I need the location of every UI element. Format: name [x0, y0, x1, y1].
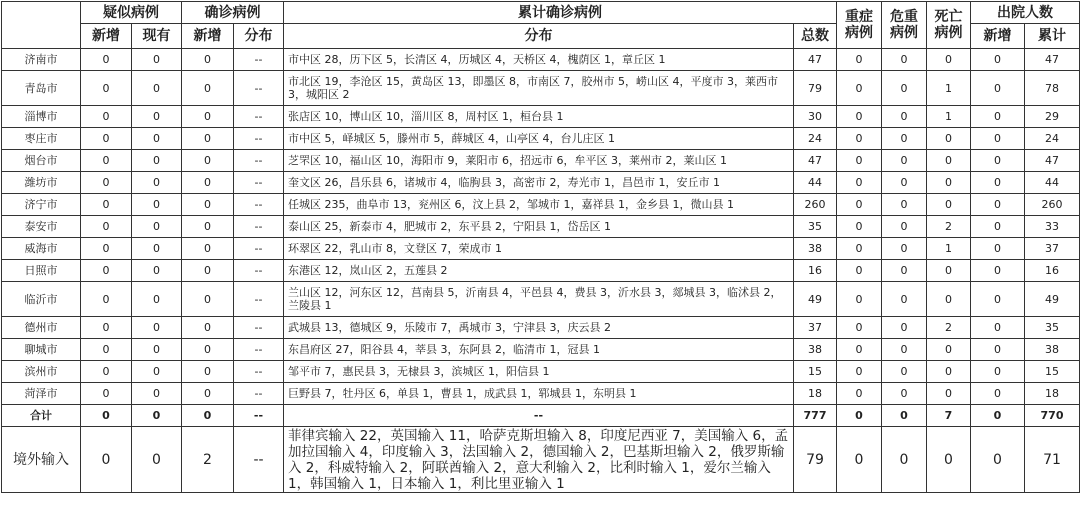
city-cell: 聊城市: [2, 339, 81, 361]
city-cell: 烟台市: [2, 150, 81, 172]
city-cell: 日照市: [2, 260, 81, 282]
suspected-current-cell: 0: [132, 317, 182, 339]
table-row: [2, 128, 1080, 150]
discharged-cum-cell: 33: [1025, 216, 1080, 238]
suspected-current-header: 现有: [132, 24, 182, 49]
deaths-cell: 1: [927, 71, 971, 106]
suspected-current-cell: 0: [132, 49, 182, 71]
suspected-current-cell: 0: [132, 216, 182, 238]
discharged-new-cell: 0: [971, 216, 1025, 238]
total-cell: 35: [794, 216, 837, 238]
distribution-cell: 菲律宾输入 22，英国输入 11，哈萨克斯坦输入 8，印度尼西亚 7，美国输入 6，孟加拉国输入 4，印度输入 3，法国输入 2，德国输入 2，巴基斯坦输入 2，俄罗斯输入 2，科威特输入 2，阿联酋输入 2，意大利输入 2，比利时输入 1，爱尔兰输入 1，韩国输入 1，日本输入 1，利比里亚输入 1: [284, 427, 794, 493]
table-row: [2, 317, 1080, 339]
suspected-new-cell: 0: [81, 383, 132, 405]
deaths-cell: 0: [927, 260, 971, 282]
critical-cell: 0: [882, 282, 927, 317]
suspected-new-cell: 0: [81, 317, 132, 339]
suspected-new-cell: 0: [81, 49, 132, 71]
discharged-cum-cell: 29: [1025, 106, 1080, 128]
critical-cell: 0: [882, 317, 927, 339]
confirmed-new-header: 新增: [182, 24, 234, 49]
deaths-cell: 1: [927, 238, 971, 260]
discharged-cum-cell: 38: [1025, 339, 1080, 361]
discharged-cum-cell: 47: [1025, 49, 1080, 71]
discharged-cum-cell: 71: [1025, 427, 1080, 493]
severe-cell: 0: [837, 238, 882, 260]
discharged-new-cell: 0: [971, 383, 1025, 405]
discharged-cum-cell: 18: [1025, 383, 1080, 405]
confirmed-dist-cell: --: [234, 383, 284, 405]
total-cell: 79: [794, 71, 837, 106]
city-cell: 德州市: [2, 317, 81, 339]
deaths-header-label: 死亡病例: [934, 9, 963, 41]
confirmed-dist-cell: --: [234, 106, 284, 128]
total-cell: 38: [794, 339, 837, 361]
suspected-current-cell: 0: [132, 238, 182, 260]
discharged-new-cell: 0: [971, 172, 1025, 194]
total-cell: 37: [794, 317, 837, 339]
distribution-cell: --: [284, 405, 794, 427]
suspected-current-cell: 0: [132, 150, 182, 172]
critical-cell: 0: [882, 427, 927, 493]
city-cell: 泰安市: [2, 216, 81, 238]
confirmed-new-cell: 0: [182, 405, 234, 427]
confirmed-dist-header: 分布: [234, 24, 284, 49]
critical-cell: 0: [882, 339, 927, 361]
critical-header-label: 危重病例: [890, 9, 918, 41]
suspected-current-cell: 0: [132, 339, 182, 361]
city-cell: 滨州市: [2, 361, 81, 383]
critical-cell: 0: [882, 405, 927, 427]
table-row: [2, 238, 1080, 260]
deaths-cell: 0: [927, 282, 971, 317]
total-cell: 44: [794, 172, 837, 194]
distribution-header: 分布: [284, 24, 794, 49]
critical-cell: 0: [882, 172, 927, 194]
table-row: [2, 172, 1080, 194]
total-row: [2, 405, 1080, 427]
distribution-cell: 市中区 28，历下区 5，长清区 4，历城区 4，天桥区 4，槐荫区 1，章丘区 1: [284, 49, 794, 71]
city-cell: 临沂市: [2, 282, 81, 317]
critical-header: [882, 2, 927, 49]
cumulative-header: 累计确诊病例: [284, 2, 837, 24]
discharged-new-cell: 0: [971, 238, 1025, 260]
discharged-new-cell: 0: [971, 194, 1025, 216]
distribution-cell: 张店区 10，博山区 10，淄川区 8，周村区 1，桓台县 1: [284, 106, 794, 128]
total-cell: 49: [794, 282, 837, 317]
suspected-new-cell: 0: [81, 194, 132, 216]
severe-cell: 0: [837, 317, 882, 339]
city-cell: 淄博市: [2, 106, 81, 128]
deaths-cell: 1: [927, 106, 971, 128]
confirmed-dist-cell: --: [234, 71, 284, 106]
table-row: [2, 260, 1080, 282]
foreign-import-row: [2, 427, 1080, 493]
distribution-cell: 市北区 19，李沧区 15，黄岛区 13，即墨区 8，市南区 7，胶州市 5，崂山区 4，平度市 3，莱西市 3，城阳区 2: [284, 71, 794, 106]
header-row-1: [2, 2, 1080, 24]
confirmed-new-cell: 0: [182, 383, 234, 405]
covid-stats-table: [1, 1, 1080, 493]
severe-cell: 0: [837, 405, 882, 427]
distribution-cell: 武城县 13，德城区 9，乐陵市 7，禹城市 3，宁津县 3，庆云县 2: [284, 317, 794, 339]
severe-cell: 0: [837, 339, 882, 361]
city-cell: 济南市: [2, 49, 81, 71]
critical-cell: 0: [882, 216, 927, 238]
discharged-new-cell: 0: [971, 282, 1025, 317]
city-cell: 境外输入: [2, 427, 81, 493]
distribution-cell: 兰山区 12，河东区 12，莒南县 5，沂南县 4，平邑县 4，费县 3，沂水县 3，郯城县 3，临沭县 2，兰陵县 1: [284, 282, 794, 317]
distribution-cell: 巨野县 7，牡丹区 6，单县 1，曹县 1，成武县 1，郓城县 1，东明县 1: [284, 383, 794, 405]
total-cell: 38: [794, 238, 837, 260]
deaths-cell: 0: [927, 194, 971, 216]
discharged-cum-cell: 37: [1025, 238, 1080, 260]
critical-cell: 0: [882, 260, 927, 282]
distribution-cell: 市中区 5，峄城区 5，滕州市 5，薛城区 4，山亭区 4，台儿庄区 1: [284, 128, 794, 150]
table-row: [2, 282, 1080, 317]
total-cell: 777: [794, 405, 837, 427]
suspected-header: 疑似病例: [81, 2, 182, 24]
suspected-new-cell: 0: [81, 128, 132, 150]
distribution-cell: 东昌府区 27，阳谷县 4，莘县 3，东阿县 2，临清市 1，冠县 1: [284, 339, 794, 361]
distribution-cell: 泰山区 25，新泰市 4，肥城市 2，东平县 2，宁阳县 1，岱岳区 1: [284, 216, 794, 238]
discharged-cum-cell: 49: [1025, 282, 1080, 317]
discharged-new-cell: 0: [971, 317, 1025, 339]
table-row: [2, 361, 1080, 383]
suspected-new-cell: 0: [81, 106, 132, 128]
discharged-new-header: 新增: [971, 24, 1025, 49]
suspected-new-cell: 0: [81, 260, 132, 282]
total-cell: 47: [794, 49, 837, 71]
total-cell: 16: [794, 260, 837, 282]
suspected-current-cell: 0: [132, 282, 182, 317]
total-cell: 18: [794, 383, 837, 405]
critical-cell: 0: [882, 128, 927, 150]
discharged-new-cell: 0: [971, 128, 1025, 150]
critical-cell: 0: [882, 150, 927, 172]
city-cell: 青岛市: [2, 71, 81, 106]
severe-header-label: 重症病例: [845, 9, 873, 41]
deaths-cell: 0: [927, 128, 971, 150]
severe-cell: 0: [837, 260, 882, 282]
severe-cell: 0: [837, 106, 882, 128]
deaths-cell: 2: [927, 216, 971, 238]
confirmed-new-cell: 0: [182, 216, 234, 238]
confirmed-dist-cell: --: [234, 317, 284, 339]
severe-header: [837, 2, 882, 49]
suspected-new-cell: 0: [81, 339, 132, 361]
confirmed-dist-cell: --: [234, 128, 284, 150]
discharged-cum-cell: 24: [1025, 128, 1080, 150]
city-cell: 济宁市: [2, 194, 81, 216]
total-cell: 79: [794, 427, 837, 493]
critical-cell: 0: [882, 49, 927, 71]
suspected-current-cell: 0: [132, 106, 182, 128]
suspected-current-cell: 0: [132, 71, 182, 106]
confirmed-dist-cell: --: [234, 194, 284, 216]
suspected-current-cell: 0: [132, 383, 182, 405]
distribution-cell: 邹平市 7，惠民县 3，无棣县 3，滨城区 1，阳信县 1: [284, 361, 794, 383]
confirmed-header: 确诊病例: [182, 2, 284, 24]
table-row: [2, 216, 1080, 238]
suspected-new-cell: 0: [81, 405, 132, 427]
city-cell: 枣庄市: [2, 128, 81, 150]
suspected-current-cell: 0: [132, 128, 182, 150]
critical-cell: 0: [882, 71, 927, 106]
confirmed-new-cell: 0: [182, 260, 234, 282]
confirmed-new-cell: 0: [182, 128, 234, 150]
discharged-cum-cell: 47: [1025, 150, 1080, 172]
distribution-cell: 芝罘区 10，福山区 10，海阳市 9，莱阳市 6，招远市 6，牟平区 3，莱州市 2，莱山区 1: [284, 150, 794, 172]
discharged-header: 出院人数: [971, 2, 1080, 24]
suspected-current-cell: 0: [132, 405, 182, 427]
severe-cell: 0: [837, 128, 882, 150]
severe-cell: 0: [837, 427, 882, 493]
suspected-current-cell: 0: [132, 361, 182, 383]
confirmed-new-cell: 0: [182, 282, 234, 317]
discharged-new-cell: 0: [971, 427, 1025, 493]
suspected-current-cell: 0: [132, 194, 182, 216]
severe-cell: 0: [837, 194, 882, 216]
table-row: [2, 383, 1080, 405]
discharged-new-cell: 0: [971, 361, 1025, 383]
distribution-cell: 奎文区 26，昌乐县 6，诸城市 4，临朐县 3，高密市 2，寿光市 1，昌邑市 1，安丘市 1: [284, 172, 794, 194]
suspected-new-cell: 0: [81, 238, 132, 260]
suspected-new-cell: 0: [81, 282, 132, 317]
deaths-cell: 0: [927, 150, 971, 172]
deaths-cell: 0: [927, 427, 971, 493]
total-cell: 15: [794, 361, 837, 383]
suspected-new-cell: 0: [81, 427, 132, 493]
confirmed-dist-cell: --: [234, 405, 284, 427]
total-cell: 47: [794, 150, 837, 172]
deaths-cell: 0: [927, 339, 971, 361]
severe-cell: 0: [837, 216, 882, 238]
confirmed-dist-cell: --: [234, 216, 284, 238]
discharged-new-cell: 0: [971, 49, 1025, 71]
severe-cell: 0: [837, 282, 882, 317]
suspected-current-cell: 0: [132, 427, 182, 493]
confirmed-new-cell: 2: [182, 427, 234, 493]
confirmed-new-cell: 0: [182, 361, 234, 383]
city-cell: 菏泽市: [2, 383, 81, 405]
severe-cell: 0: [837, 172, 882, 194]
discharged-cum-cell: 35: [1025, 317, 1080, 339]
distribution-cell: 环翠区 22，乳山市 8，文登区 7，荣成市 1: [284, 238, 794, 260]
discharged-cum-cell: 260: [1025, 194, 1080, 216]
suspected-new-cell: 0: [81, 71, 132, 106]
confirmed-new-cell: 0: [182, 238, 234, 260]
discharged-cum-cell: 44: [1025, 172, 1080, 194]
discharged-new-cell: 0: [971, 150, 1025, 172]
table-row: [2, 71, 1080, 106]
confirmed-new-cell: 0: [182, 71, 234, 106]
distribution-cell: 任城区 235，曲阜市 13，兖州区 6，汶上县 2，邹城市 1，嘉祥县 1，金乡县 1，微山县 1: [284, 194, 794, 216]
confirmed-dist-cell: --: [234, 427, 284, 493]
confirmed-dist-cell: --: [234, 172, 284, 194]
total-cell: 260: [794, 194, 837, 216]
severe-cell: 0: [837, 49, 882, 71]
deaths-cell: 0: [927, 361, 971, 383]
severe-cell: 0: [837, 383, 882, 405]
city-cell: 潍坊市: [2, 172, 81, 194]
suspected-new-cell: 0: [81, 150, 132, 172]
critical-cell: 0: [882, 106, 927, 128]
deaths-cell: 2: [927, 317, 971, 339]
severe-cell: 0: [837, 361, 882, 383]
city-header: [2, 2, 81, 49]
discharged-cum-cell: 15: [1025, 361, 1080, 383]
severe-cell: 0: [837, 71, 882, 106]
city-cell: 合计: [2, 405, 81, 427]
discharged-new-cell: 0: [971, 106, 1025, 128]
discharged-cum-cell: 78: [1025, 71, 1080, 106]
table-row: [2, 106, 1080, 128]
confirmed-dist-cell: --: [234, 238, 284, 260]
suspected-new-cell: 0: [81, 172, 132, 194]
deaths-cell: 7: [927, 405, 971, 427]
suspected-current-cell: 0: [132, 260, 182, 282]
confirmed-dist-cell: --: [234, 339, 284, 361]
deaths-cell: 0: [927, 172, 971, 194]
table-row: [2, 339, 1080, 361]
confirmed-new-cell: 0: [182, 150, 234, 172]
confirmed-new-cell: 0: [182, 49, 234, 71]
discharged-cum-header: 累计: [1025, 24, 1080, 49]
discharged-new-cell: 0: [971, 405, 1025, 427]
confirmed-new-cell: 0: [182, 106, 234, 128]
distribution-cell: 东港区 12，岚山区 2，五莲县 2: [284, 260, 794, 282]
total-header: 总数: [794, 24, 837, 49]
discharged-new-cell: 0: [971, 339, 1025, 361]
critical-cell: 0: [882, 194, 927, 216]
confirmed-dist-cell: --: [234, 260, 284, 282]
total-cell: 24: [794, 128, 837, 150]
confirmed-dist-cell: --: [234, 282, 284, 317]
suspected-new-cell: 0: [81, 216, 132, 238]
table-row: [2, 150, 1080, 172]
confirmed-dist-cell: --: [234, 49, 284, 71]
discharged-cum-cell: 16: [1025, 260, 1080, 282]
suspected-new-header: 新增: [81, 24, 132, 49]
confirmed-new-cell: 0: [182, 339, 234, 361]
table-row: [2, 194, 1080, 216]
deaths-cell: 0: [927, 383, 971, 405]
critical-cell: 0: [882, 383, 927, 405]
confirmed-new-cell: 0: [182, 194, 234, 216]
critical-cell: 0: [882, 238, 927, 260]
suspected-current-cell: 0: [132, 172, 182, 194]
suspected-new-cell: 0: [81, 361, 132, 383]
critical-cell: 0: [882, 361, 927, 383]
total-cell: 30: [794, 106, 837, 128]
confirmed-dist-cell: --: [234, 361, 284, 383]
table-row: [2, 49, 1080, 71]
confirmed-dist-cell: --: [234, 150, 284, 172]
severe-cell: 0: [837, 150, 882, 172]
confirmed-new-cell: 0: [182, 172, 234, 194]
discharged-cum-cell: 770: [1025, 405, 1080, 427]
discharged-new-cell: 0: [971, 71, 1025, 106]
discharged-new-cell: 0: [971, 260, 1025, 282]
deaths-cell: 0: [927, 49, 971, 71]
city-cell: 威海市: [2, 238, 81, 260]
deaths-header: [927, 2, 971, 49]
confirmed-new-cell: 0: [182, 317, 234, 339]
